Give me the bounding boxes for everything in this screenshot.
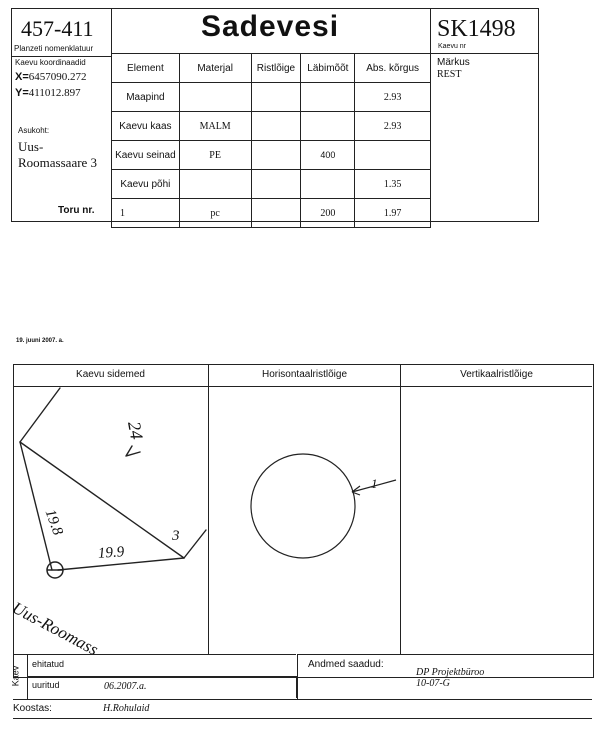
footer-data-source bbox=[297, 654, 593, 699]
corner-label: 3 bbox=[172, 528, 180, 544]
pipe-height: 1.97 bbox=[355, 199, 431, 228]
sheet-caption: Planzeti nomenklatuur bbox=[14, 44, 94, 53]
location-line1: Uus- bbox=[18, 139, 44, 154]
coord-x-value: 6457090.272 bbox=[28, 71, 87, 83]
sheet-number: 457-411 bbox=[21, 16, 94, 41]
built-label: ehitatud bbox=[32, 659, 65, 669]
footer-side-label: Kaev bbox=[10, 665, 21, 687]
coord-y-value: 411012.897 bbox=[28, 87, 81, 99]
document-date: 19. juuni 2007. a. bbox=[16, 338, 64, 344]
row-diameter: 400 bbox=[301, 141, 355, 170]
dist-left-label: 19.8 bbox=[41, 507, 66, 538]
row-element: Kaevu seinad bbox=[112, 141, 180, 170]
remarks-value: REST bbox=[437, 69, 462, 80]
coordinates-caption: Kaevu koordinaadid bbox=[15, 58, 86, 67]
col-header-section: Ristlõige bbox=[251, 54, 301, 83]
measured-value: 06.2007.a. bbox=[104, 681, 147, 692]
page-title: Sadevesi bbox=[200, 10, 340, 43]
coord-y-label: Y= bbox=[15, 87, 29, 99]
tie-line-upper bbox=[20, 388, 60, 442]
row-height: 1.35 bbox=[355, 170, 431, 199]
remarks-caption: Märkus bbox=[437, 57, 470, 68]
pipe-number-label: 1 bbox=[371, 476, 378, 491]
pipe-diameter: 200 bbox=[301, 199, 355, 228]
footer-built-row bbox=[28, 654, 296, 677]
data-from-line1: DP Projektbüroo bbox=[416, 667, 485, 678]
dist-top-label: 24 bbox=[124, 419, 147, 442]
compiled-label: Koostas: bbox=[13, 703, 52, 714]
street-label: Uus-Roomass bbox=[9, 598, 102, 660]
row-element: Kaevu kaas bbox=[112, 112, 180, 141]
coord-x-label: X= bbox=[15, 71, 29, 83]
col-header-element: Element bbox=[112, 54, 180, 83]
horizontal-panel-title: Horisontaalristlõige bbox=[209, 364, 400, 387]
compiled-value: H.Rohulaid bbox=[103, 703, 150, 714]
footer-measured-row bbox=[28, 676, 297, 698]
col-header-diameter: Läbimõõt bbox=[301, 54, 355, 83]
row-height: 2.93 bbox=[355, 112, 431, 141]
footer-side-box bbox=[10, 654, 28, 699]
ties-panel-title: Kaevu sidemed bbox=[13, 364, 208, 387]
section-circle bbox=[251, 454, 355, 558]
well-id: SK1498 bbox=[437, 16, 516, 42]
row-material: MALM bbox=[179, 112, 251, 141]
location-line2: Roomassaare 3 bbox=[18, 155, 98, 170]
footer-compiled-row bbox=[13, 699, 592, 719]
vertical-panel-title: Vertikaalristlõige bbox=[401, 364, 592, 387]
row-height: 2.93 bbox=[355, 83, 431, 112]
corner-bend bbox=[184, 530, 206, 558]
tie-arrow bbox=[126, 446, 140, 456]
data-from-label: Andmed saadud: bbox=[308, 659, 384, 670]
col-header-material: Materjal bbox=[179, 54, 251, 83]
pipe-row-label: Toru nr. bbox=[58, 205, 95, 216]
data-from-line2: 10-07-G bbox=[416, 678, 450, 689]
pipe-number: 1 bbox=[112, 199, 180, 228]
pipe-material: pc bbox=[179, 199, 251, 228]
well-caption: Kaevu nr bbox=[438, 43, 467, 50]
row-element: Kaevu põhi bbox=[112, 170, 180, 199]
well-symbol bbox=[47, 562, 63, 578]
location-caption: Asukoht: bbox=[18, 126, 50, 135]
row-element: Maapind bbox=[112, 83, 180, 112]
measured-label: uuritud bbox=[32, 680, 60, 690]
col-header-height: Abs. kõrgus bbox=[355, 54, 431, 83]
row-material: PE bbox=[179, 141, 251, 170]
dist-bottom-label: 19.9 bbox=[97, 544, 125, 562]
